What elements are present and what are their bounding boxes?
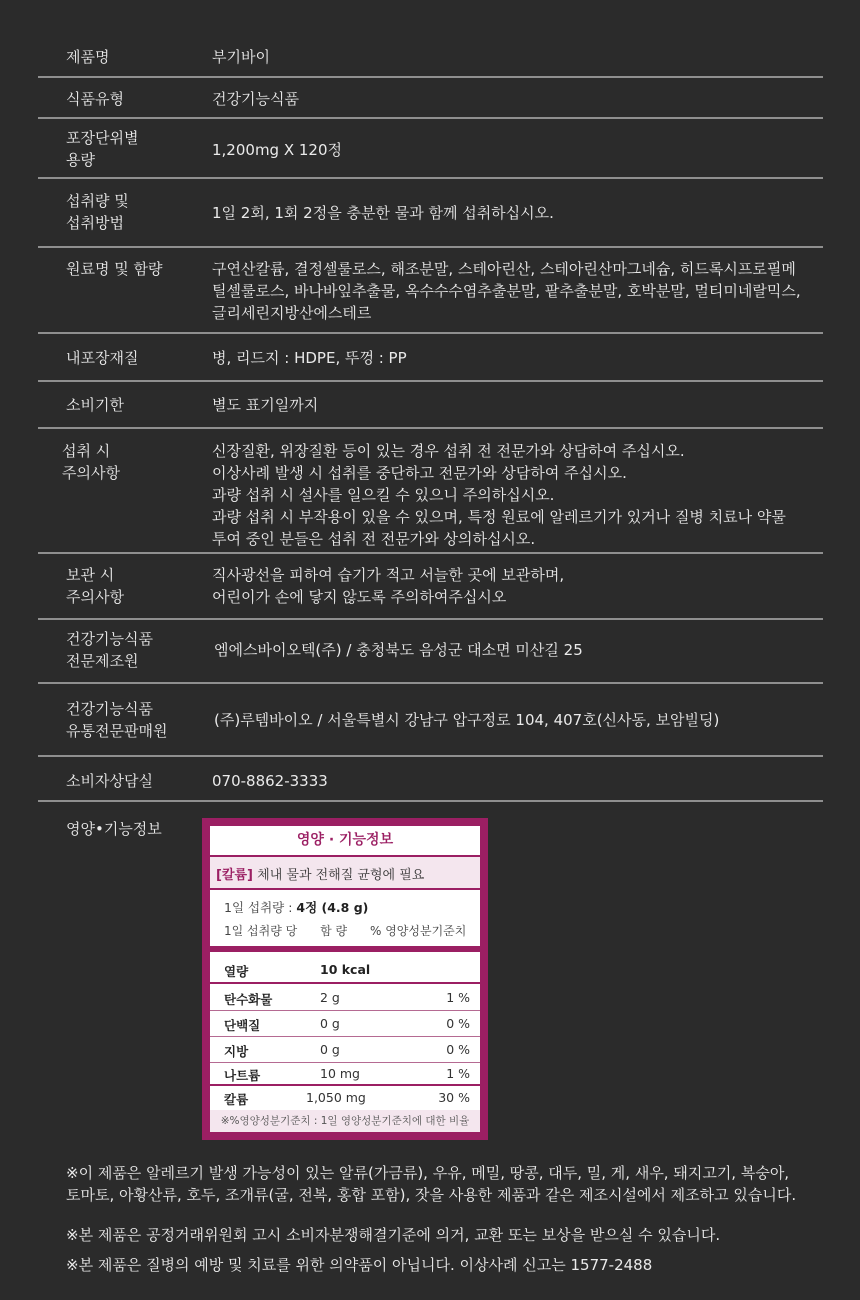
- info-row-intake-caution: [38, 440, 823, 548]
- nutrition-claim-tag: [칼륨]: [216, 868, 253, 883]
- nutrition-row: [210, 986, 480, 1012]
- info-row-packaging-material: [38, 345, 823, 375]
- divider: [38, 618, 823, 620]
- nutrient-name: 단백질: [224, 1018, 261, 1033]
- nutrient-amount: 0 g: [320, 1016, 340, 1031]
- medicine-note: ※본 제품은 질병의 예방 및 치료를 위한 의약품이 아닙니다. 이상사례 신고는 1577-2488: [66, 1256, 653, 1274]
- nutrient-percent: 1 %: [446, 1066, 470, 1081]
- nutrient-percent: 0 %: [446, 1042, 470, 1057]
- divider: [210, 982, 480, 984]
- row-value: 엠에스바이오텍(주) / 충청북도 음성군 대소면 미산길 25: [214, 641, 583, 659]
- nutrient-name: 탄수화물: [224, 992, 273, 1007]
- row-label: 원료명 및 함량: [66, 260, 163, 278]
- nutrition-serving-label: 1일 섭취량 :: [224, 900, 297, 915]
- row-label: 소비자상담실: [66, 772, 153, 790]
- nutrient-percent: 30 %: [438, 1090, 470, 1105]
- nutrition-serving-value: 4정 (4.8 g): [296, 900, 369, 915]
- row-value: 부기바이: [212, 48, 270, 66]
- row-value: 070-8862-3333: [212, 772, 328, 790]
- info-row-storage-caution: [38, 564, 823, 612]
- nutrient-name: 칼륨: [224, 1092, 249, 1107]
- nutrition-row: [210, 1038, 480, 1064]
- row-label: 섭취량 및 섭취방법: [66, 192, 129, 232]
- row-label: 내포장재질: [66, 349, 139, 367]
- divider: [210, 888, 480, 890]
- divider: [38, 682, 823, 684]
- row-label: 식품유형: [66, 90, 124, 108]
- divider: [38, 427, 823, 429]
- info-row-product-name: [38, 44, 823, 76]
- row-label: 건강기능식품 유통전문판매원: [66, 700, 168, 740]
- divider: [38, 246, 823, 248]
- row-label: 소비기한: [66, 396, 124, 414]
- info-row-food-type: [38, 86, 823, 116]
- nutrition-table-header: 1일 섭취량 당 함 량 % 영양성분기준치: [224, 924, 467, 938]
- nutrition-row: [210, 1012, 480, 1038]
- row-label: 건강기능식품 전문제조원: [66, 630, 153, 670]
- nutrient-amount: 2 g: [320, 990, 340, 1005]
- nutrition-claim-body: 체내 물과 전해질 균형에 필요: [253, 868, 425, 883]
- nutrient-name: 나트륨: [224, 1068, 261, 1083]
- row-value: 별도 표기일까지: [212, 396, 319, 414]
- nutrition-row: [210, 1086, 480, 1112]
- divider: [38, 552, 823, 554]
- divider: [38, 332, 823, 334]
- nutrition-claim: [210, 857, 480, 888]
- divider: [210, 1010, 480, 1011]
- nutrition-claim-text: [216, 864, 424, 883]
- nutrient-name: 지방: [224, 1044, 249, 1059]
- nutrition-facts-inner: [210, 826, 480, 1132]
- info-row-intake-method: [38, 190, 823, 238]
- row-value: 건강기능식품: [212, 90, 299, 108]
- allergy-note: ※이 제품은 알레르기 발생 가능성이 있는 알류(가금류), 우유, 메밀, 땅콩, 대두, 밀, 게, 새우, 돼지고기, 복숭아, 토마토, 아황산류, 호두, 조개류(굴, 전복, 홍합 포함), 잣을 사용한 제품과 같은 제조시설에서 제조하고 있습니다.: [66, 1164, 797, 1204]
- info-row-manufacturer: [38, 628, 823, 676]
- divider: [38, 117, 823, 119]
- row-value: 구연산칼륨, 결정셀룰로스, 해조분말, 스테아린산, 스테아린산마그네슘, 히드록시프로필메 틸셀룰로스, 바나바잎추출물, 옥수수수염추출분말, 팥추출분말, 호박분말, 멀티미네랄믹스, 글리세린지방산에스테르: [212, 260, 801, 322]
- nutrient-amount: 10 mg: [320, 1066, 360, 1081]
- nutrition-row: [210, 958, 480, 984]
- row-label: 포장단위별 용량: [66, 129, 139, 169]
- row-value: 직사광선을 피하여 습기가 적고 서늘한 곳에 보관하며, 어린이가 손에 닿지 않도록 주의하여주십시오: [212, 566, 565, 606]
- nutrient-percent: 1 %: [446, 990, 470, 1005]
- nutrition-footnote: ※%영양성분기준치 : 1일 영양성분기준치에 대한 비율: [210, 1110, 480, 1132]
- nutrient-amount: 1,050 mg: [306, 1090, 366, 1105]
- row-value: 병, 리드지 : HDPE, 뚜껑 : PP: [212, 349, 407, 367]
- row-value: (주)루템바이오 / 서울특별시 강남구 압구정로 104, 407호(신사동, 보암빌딩): [214, 711, 720, 729]
- nutrient-percent: 0 %: [446, 1016, 470, 1031]
- row-value: 1일 2회, 1회 2정을 충분한 물과 함께 섭취하십시오.: [212, 204, 554, 222]
- divider: [210, 1036, 480, 1037]
- divider: [38, 380, 823, 382]
- divider: [38, 755, 823, 757]
- row-value: 1,200mg X 120정: [212, 141, 343, 159]
- info-row-distributor: [38, 698, 823, 746]
- exchange-note: ※본 제품은 공정거래위원회 고시 소비자분쟁해결기준에 의거, 교환 또는 보상을 받으실 수 있습니다.: [66, 1226, 721, 1244]
- row-value: 신장질환, 위장질환 등이 있는 경우 섭취 전 전문가와 상담하여 주십시오. 이상사례 발생 시 섭취를 중단하고 전문가와 상담하여 주십시오. 과량 섭취 시 설사를 일으킬 수 있으니 주의하십시오. 과량 섭취 시 부작용이 있을 수 있으며, 특정 원료에 알레르기가 있거나 질병 치료나 약물 투여 중인 분들은 섭취 전 전문가와 상의하십시오.: [212, 442, 786, 548]
- nutrition-serving: [224, 898, 368, 916]
- divider: [38, 800, 823, 802]
- nutrient-amount: 10 kcal: [320, 962, 371, 977]
- row-label: 섭취 시 주의사항: [62, 442, 120, 482]
- nutrition-facts-panel: [202, 818, 488, 1140]
- info-row-consumer-center: [38, 768, 823, 798]
- divider: [38, 76, 823, 78]
- nutrient-name: 열량: [224, 964, 249, 979]
- row-label: 영양•기능정보: [66, 820, 162, 838]
- divider: [210, 946, 480, 952]
- nutrition-title: 영양 · 기능정보: [296, 832, 394, 848]
- row-label: 보관 시 주의사항: [66, 566, 124, 606]
- nutrient-amount: 0 g: [320, 1042, 340, 1057]
- divider: [38, 177, 823, 179]
- row-label: 제품명: [66, 48, 110, 66]
- info-row-expiry: [38, 392, 823, 422]
- info-row-ingredients: [38, 258, 823, 328]
- info-row-package-volume: [38, 127, 823, 175]
